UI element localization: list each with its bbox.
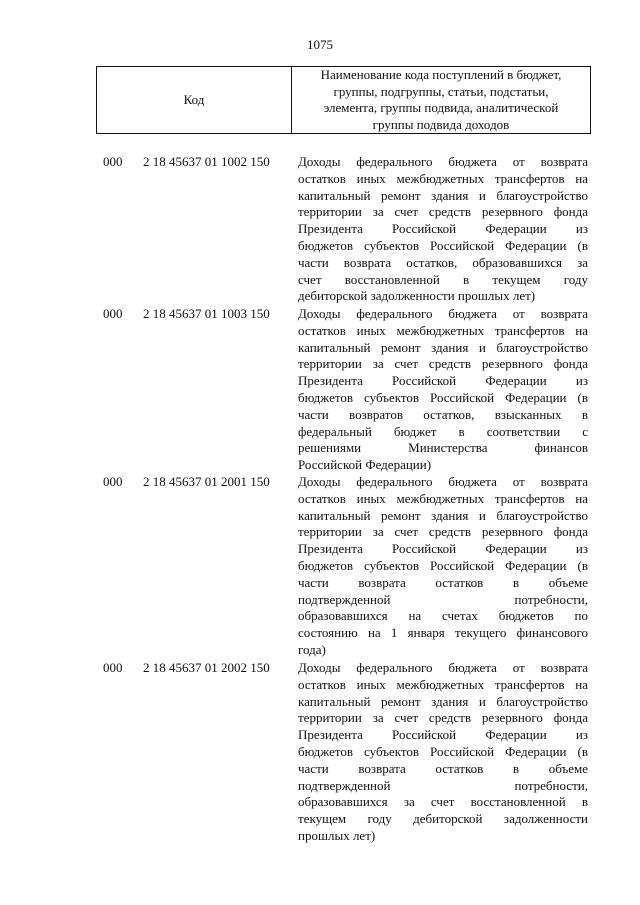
description-line: территории за счет средств резервного фонда xyxy=(298,204,588,220)
name-header-line: Наименование кода поступлений в бюджет, xyxy=(320,67,562,82)
revenue-description xyxy=(298,154,588,305)
revenue-code: 2 18 45637 01 2002 150 xyxy=(143,660,270,675)
admin-code: 000 xyxy=(103,306,123,321)
description-line: бюджетов субъектов Российской Федерации (в xyxy=(298,557,588,573)
name-column-header xyxy=(292,67,591,134)
description-line: бюджетов субъектов Российской Федерации (в xyxy=(298,237,588,253)
description-line: части возвратов остатков, взысканных в xyxy=(298,406,588,422)
description-line: счет восстановленной в текущем году xyxy=(298,271,588,287)
description-line: бюджетов субъектов Российской Федерации (в xyxy=(298,743,588,759)
description-line: дебиторской задолженности прошлых лет) xyxy=(298,288,536,304)
description-line: решениями Министерства финансов xyxy=(298,440,588,456)
description-line: подтвержденной потребности, xyxy=(298,777,588,793)
description-line: образовавшихся за счет восстановленной в xyxy=(298,794,588,810)
description-line: части возврата остатков, образовавшихся за xyxy=(298,254,588,270)
code-column-header: Код xyxy=(97,67,292,134)
description-line: капитальный ремонт здания и благоустройство xyxy=(298,507,588,523)
description-line: Президента Российской Федерации из xyxy=(298,541,588,557)
description-line: капитальный ремонт здания и благоустройство xyxy=(298,693,588,709)
description-line: прошлых лет) xyxy=(298,827,376,843)
page-number: 1075 xyxy=(307,37,333,52)
revenue-description xyxy=(298,474,588,659)
description-line: Доходы федерального бюджета от возврата xyxy=(298,474,588,489)
description-line: бюджетов субъектов Российской Федерации (в xyxy=(298,389,588,405)
description-line: территории за счет средств резервного фонда xyxy=(298,356,588,372)
description-line: части возврата остатков в объеме xyxy=(298,574,588,590)
column-header-table xyxy=(96,66,591,134)
description-line: Доходы федерального бюджета от возврата xyxy=(298,154,588,169)
description-line: Доходы федерального бюджета от возврата xyxy=(298,660,588,675)
admin-code: 000 xyxy=(103,154,123,169)
admin-code: 000 xyxy=(103,474,123,489)
description-line: образовавшихся на счетах бюджетов по xyxy=(298,608,588,624)
revenue-description xyxy=(298,660,588,845)
description-line: территории за счет средств резервного фонда xyxy=(298,524,588,540)
revenue-description xyxy=(298,306,588,474)
description-line: капитальный ремонт здания и благоустройство xyxy=(298,339,588,355)
description-line: территории за счет средств резервного фонда xyxy=(298,710,588,726)
description-line: остатков иных межбюджетных трансфертов на xyxy=(298,170,588,186)
description-line: остатков иных межбюджетных трансфертов на xyxy=(298,676,588,692)
revenue-code: 2 18 45637 01 1002 150 xyxy=(143,154,270,169)
name-header-line: группы, подгруппы, статьи, подстатьи, xyxy=(333,83,549,99)
description-line: Президента Российской Федерации из xyxy=(298,221,588,237)
admin-code: 000 xyxy=(103,660,123,675)
name-header-line: элемента, группы подвида, аналитической xyxy=(323,100,559,115)
description-line: подтвержденной потребности, xyxy=(298,591,588,607)
description-line: Доходы федерального бюджета от возврата xyxy=(298,306,588,321)
revenue-code: 2 18 45637 01 2001 150 xyxy=(143,474,270,489)
description-line: части возврата остатков в объеме xyxy=(298,760,588,776)
description-line: капитальный ремонт здания и благоустройство xyxy=(298,187,588,203)
description-line: Президента Российской Федерации из xyxy=(298,373,588,389)
description-line: года) xyxy=(298,641,326,657)
description-line: Российской Федерации) xyxy=(298,457,432,473)
name-header-line: группы подвида доходов xyxy=(372,116,510,132)
description-line: остатков иных межбюджетных трансфертов на xyxy=(298,490,588,506)
description-line: остатков иных межбюджетных трансфертов на xyxy=(298,322,588,338)
description-line: федеральный бюджет в соответствии с xyxy=(298,423,588,439)
description-line: состоянию на 1 января текущего финансового xyxy=(298,625,588,641)
description-line: Президента Российской Федерации из xyxy=(298,727,588,743)
revenue-code: 2 18 45637 01 1003 150 xyxy=(143,306,270,321)
description-line: текущем году дебиторской задолженности xyxy=(298,811,588,827)
